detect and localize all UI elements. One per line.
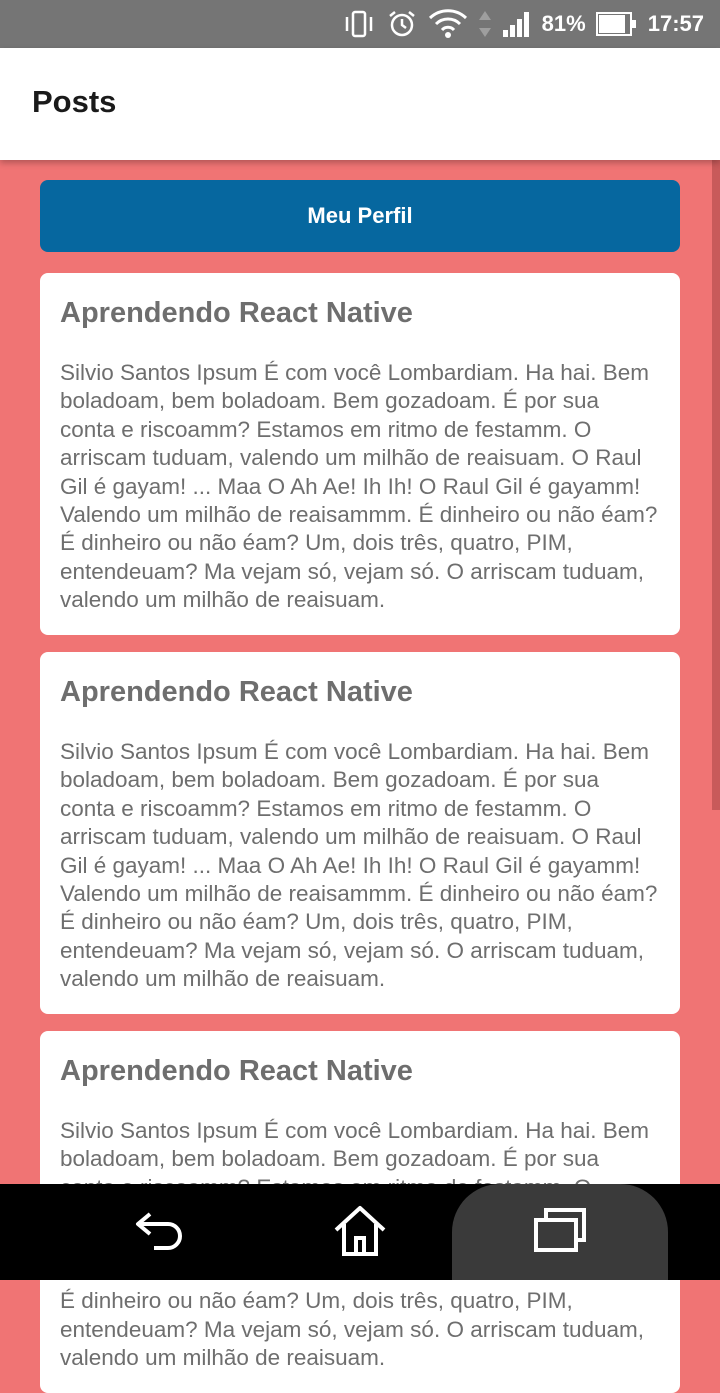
post-title: Aprendendo React Native xyxy=(60,676,413,708)
data-arrows-icon xyxy=(478,9,492,39)
post-title: Aprendendo React Native xyxy=(60,1055,413,1087)
post-body: Silvio Santos Ipsum É com você Lombardiam. Ha hai. Bem boladoam, bem boladoam. Bem gozadoam. É por sua É dinheiro ou não éam? Um, dois três, quatro, PIM, entendeuam? Ma vejam só, vejam só. O arriscam tuduam, valendo um milhão de reaisuam. xyxy=(60,1118,649,1371)
vibrate-icon xyxy=(342,9,376,39)
app-bar xyxy=(0,48,720,160)
home-button[interactable] xyxy=(320,1184,400,1280)
alarm-icon xyxy=(386,8,418,40)
battery-icon xyxy=(596,11,638,37)
scrollbar[interactable] xyxy=(712,160,720,810)
post-card[interactable] xyxy=(40,652,680,1014)
navigation-bar xyxy=(0,1184,720,1280)
post-title: Aprendendo React Native xyxy=(60,297,413,329)
back-icon xyxy=(134,1208,186,1257)
clock: 17:57 xyxy=(647,11,704,36)
page-title: Posts xyxy=(32,84,117,119)
signal-icon xyxy=(502,10,532,38)
post-body: Silvio Santos Ipsum É com você Lombardiam. Ha hai. Bem boladoam, bem boladoam. Bem gozadoam. É por sua conta e riscoamm? Estamos em ritmo de festamm. O arriscam tuduam, valendo um milhão de reaisuam. O Raul Gil é gayam! ... Maa O Ah Ae! Ih Ih! O Raul Gil é gayamm! Valendo um milhão de reaisammm. É dinheiro ou não éam? É dinheiro ou não éam? Um, dois três, quatro, PIM, entendeuam? Ma vejam só, vejam só. O arriscam tuduam, valendo um milhão de reaisuam. xyxy=(60,739,658,992)
battery-percent: 81% xyxy=(541,11,586,36)
post-body: Silvio Santos Ipsum É com você Lombardiam. Ha hai. Bem boladoam, bem boladoam. Bem gozadoam. É por sua conta e riscoamm? Estamos em ritmo de festamm. O arriscam tuduam, valendo um milhão de reaisuam. O Raul Gil é gayam! ... Maa O Ah Ae! Ih Ih! O Raul Gil é gayamm! Valendo um milhão de reaisammm. É dinheiro ou não éam? É dinheiro ou não éam? Um, dois três, quatro, PIM, entendeuam? Ma vejam só, vejam só. O arriscam tuduam, valendo um milhão de reaisuam. xyxy=(60,360,658,613)
posts-scroll-view[interactable] xyxy=(0,160,720,1371)
back-button[interactable] xyxy=(120,1184,200,1280)
my-profile-button[interactable]: Meu Perfil xyxy=(40,180,680,252)
wifi-icon xyxy=(428,8,468,40)
home-icon xyxy=(332,1204,388,1261)
status-bar xyxy=(0,0,720,48)
recents-button[interactable] xyxy=(520,1184,600,1280)
status-icons xyxy=(342,0,704,48)
post-card[interactable] xyxy=(40,273,680,635)
recents-icon xyxy=(532,1206,588,1259)
